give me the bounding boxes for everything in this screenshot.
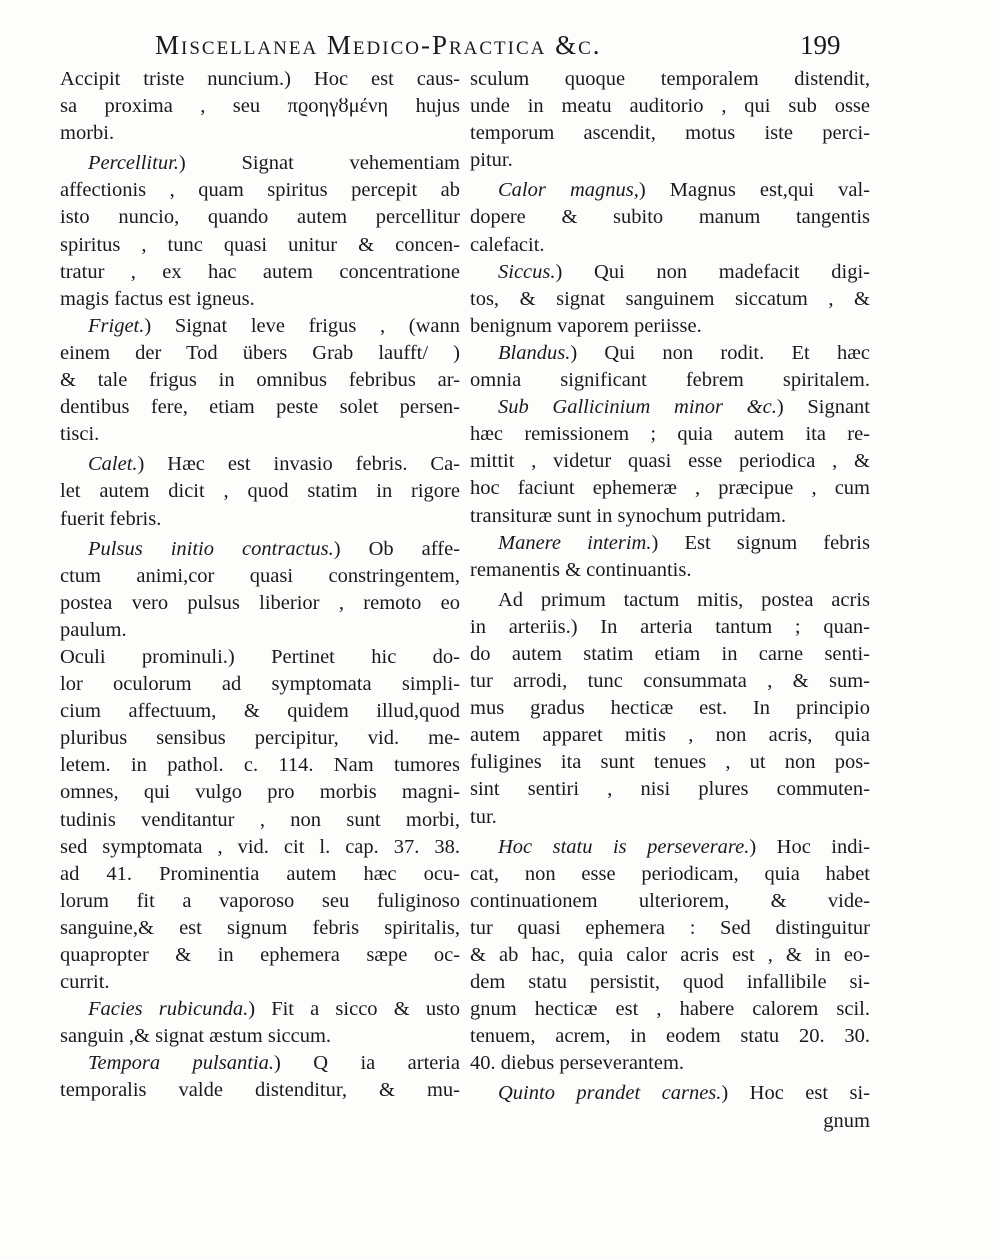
text-line: calefacit. <box>470 233 545 256</box>
text-line: Friget.) Signat leve frigus , (wann <box>88 314 460 337</box>
text-line: paulum. <box>60 618 127 641</box>
text-line: fuerit febris. <box>60 507 162 530</box>
text-line: tenuem, acrem, in eodem statu 20. 30. <box>470 1025 870 1048</box>
text-line: hæc remissionem ; quia autem ita re- <box>470 423 870 446</box>
text-line: continuationem ulteriorem, & vide- <box>470 889 870 912</box>
text-line: letem. in pathol. c. 114. Nam tumores <box>60 754 460 777</box>
text-line: remanentis & continuantis. <box>470 558 692 581</box>
text-line: dem statu persistit, quod infallibile si- <box>470 971 870 994</box>
text-line: Accipit triste nuncium.) Hoc est caus- <box>60 68 460 90</box>
text-line: sanguine,& est signum febris spiritalis, <box>60 916 460 939</box>
text-line: do autem statim etiam in carne senti- <box>470 642 870 665</box>
catchword: gnum <box>823 1109 870 1132</box>
text-line: Tempora pulsantia.) Q ia arteria <box>88 1052 460 1075</box>
text-line: lor oculorum ad symptomata simpli- <box>60 673 460 696</box>
text-line: Siccus.) Qui non madefacit digi- <box>498 260 870 283</box>
text-line: dentibus fere, etiam peste solet persen- <box>60 396 460 419</box>
text-line: & ab hac, quia calor acris est , & in eo- <box>470 944 870 966</box>
text-line: magis factus est igneus. <box>60 287 255 310</box>
text-line: tur quasi ephemera : Sed distinguitur <box>470 916 870 939</box>
text-line: Facies rubicunda.) Fit a sicco & usto <box>88 998 460 1021</box>
text-line: affectionis , quam spiritus percepit ab <box>60 179 460 202</box>
text-line: tudinis venditantur , non sunt morbi, <box>60 808 460 831</box>
text-line: fuligines ita sunt tenues , ut non pos- <box>470 751 870 774</box>
text-line: gnum hecticæ est , habere calorem scil. <box>470 998 870 1021</box>
text-line: tisci. <box>60 423 100 446</box>
running-head: Miscellanea Medico-Practica &c. <box>155 30 602 60</box>
text-line: pitur. <box>470 149 513 172</box>
text-line: Blandus.) Qui non rodit. Et hæc <box>498 341 870 364</box>
text-line: tur. <box>470 805 497 828</box>
text-line: unde in meatu auditorio , qui sub osse <box>470 95 870 118</box>
text-line: tratur , ex hac autem concentratione <box>60 260 460 283</box>
text-line: Calet.) Hæc est invasio febris. Ca- <box>88 453 460 476</box>
text-line: cat, non esse periodicam, quia habet <box>470 862 870 885</box>
page-number: 199 <box>800 30 841 60</box>
text-line: 40. diebus perseverantem. <box>470 1052 685 1075</box>
text-line: Quinto prandet carnes.) Hoc est si- <box>498 1082 870 1105</box>
text-line: temporum ascendit, motus iste perci- <box>470 122 870 145</box>
text-line: autem apparet mitis , non acris, quia <box>470 724 870 747</box>
text-line: einem der Tod übers Grab laufft/ ) <box>60 341 460 364</box>
text-line: isto nuncio, quando autem percellitur <box>60 206 460 229</box>
text-line: mus gradus hecticæ est. In principio <box>470 697 870 720</box>
text-line: Hoc statu is perseverare.) Hoc indi- <box>498 835 871 858</box>
text-line: Ad primum tactum mitis, postea acris <box>498 588 870 611</box>
text-line: currit. <box>60 971 110 994</box>
text-line: temporalis valde distenditur, & mu- <box>60 1079 460 1102</box>
text-line: & tale frigus in omnibus febribus ar- <box>60 369 460 392</box>
right-column <box>470 66 870 1135</box>
text-line: Sub Gallicinium minor &c.) Signant <box>498 396 870 419</box>
text-line: sa proxima , seu πϱοηγȣμένη hujus <box>60 95 460 118</box>
text-line: postea vero pulsus liberior , remoto eo <box>60 591 460 614</box>
text-line: lorum fit a vaporoso seu fuliginoso <box>60 889 460 912</box>
text-line: Percellitur.) Signat vehementiam <box>88 152 460 175</box>
text-line: transituræ sunt in synochum putridam. <box>470 504 787 527</box>
text-line: let autem dicit , quod statim in rigore <box>60 480 460 503</box>
text-line: Manere interim.) Est signum febris <box>498 531 870 554</box>
text-line: pluribus sensibus percipitur, vid. me- <box>60 727 460 750</box>
text-line: ad 41. Prominentia autem hæc ocu- <box>60 862 460 885</box>
text-line: Oculi prominuli.) Pertinet hic do- <box>60 645 460 668</box>
text-line: sanguin ,& signat æstum siccum. <box>60 1025 332 1048</box>
text-line: omnia significant febrem spiritalem. <box>470 369 870 392</box>
text-line: sculum quoque temporalem distendit, <box>470 68 870 90</box>
text-line: ctum animi,cor quasi constringentem, <box>60 564 460 587</box>
text-line: in arteriis.) In arteria tantum ; quan- <box>470 615 870 638</box>
text-line: sint sentiri , nisi plures commuten- <box>470 778 870 801</box>
text-line: benignum vaporem periisse. <box>470 314 702 337</box>
text-line: tos, & signat sanguinem siccatum , & <box>470 287 870 310</box>
text-line: tur arrodi, tunc consummata , & sum- <box>470 670 870 693</box>
text-line: omnes, qui vulgo pro morbis magni- <box>60 781 460 804</box>
text-line: Pulsus initio contractus.) Ob affe- <box>88 537 460 560</box>
text-line: morbi. <box>60 122 115 145</box>
text-line: spiritus , tunc quasi unitur & concen- <box>60 233 460 256</box>
text-line: quapropter & in ephemera sæpe oc- <box>60 944 460 966</box>
text-line: Calor magnus,) Magnus est,qui val- <box>498 179 870 202</box>
text-line: hoc faciunt ephemeræ , præcipue , cum <box>470 477 870 500</box>
text-line: mittit , videtur quasi esse periodica , & <box>470 450 870 473</box>
text-line: dopere & subito manum tangentis <box>470 206 870 229</box>
text-line: sed symptomata , vid. cit l. cap. 37. 38. <box>60 835 460 858</box>
left-column <box>60 66 460 1105</box>
text-line: cium affectuum, & quidem illud,quod <box>60 700 460 723</box>
